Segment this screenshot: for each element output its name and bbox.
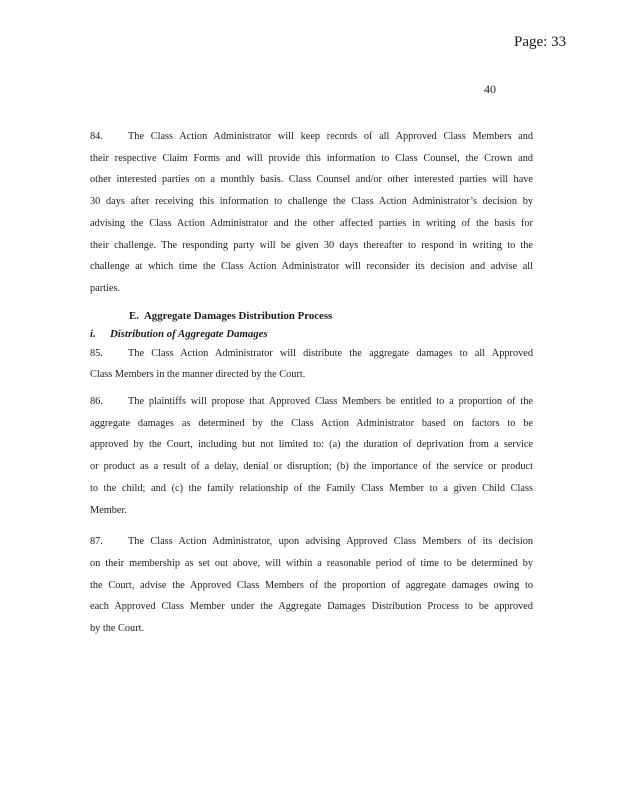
heading-title: Aggregate Damages Distribution Process bbox=[144, 309, 333, 322]
para-number: 84. bbox=[90, 131, 103, 142]
heading-title: Distribution of Aggregate Damages bbox=[110, 327, 268, 340]
para-line: the Court, advise the Approved Class Members of the proportion of aggregate damages owing to bbox=[90, 579, 533, 591]
heading-label: i. bbox=[90, 327, 96, 340]
para-line: challenge at which time the Class Action Administrator will reconsider its decision and advise all bbox=[90, 261, 533, 273]
para-line: parties. bbox=[90, 282, 121, 294]
para-line: by the Court. bbox=[90, 623, 145, 635]
para-line: their respective Claim Forms and will provide this information to Class Counsel, the Crown and bbox=[90, 152, 533, 164]
para-line: 30 days after receiving this information to challenge the Class Action Administrator’s decision by bbox=[90, 196, 533, 208]
para-line: approved by the Court, including but not limited to: (a) the duration of deprivation from a service bbox=[90, 439, 533, 451]
para-line: other interested parties on a monthly basis. Class Counsel and/or other interested parties will have bbox=[90, 174, 533, 186]
para-line: 87. The Class Action Administrator, upon advising Approved Class Members of its decision bbox=[90, 531, 533, 553]
para-number: 87. bbox=[90, 536, 103, 548]
document-content bbox=[90, 0, 533, 640]
para-line: 84. The Class Action Administrator will keep records of all Approved Class Members and bbox=[90, 126, 533, 148]
paragraph-84 bbox=[90, 126, 533, 300]
para-line: each Approved Class Member under the Aggregate Damages Distribution Process to be approved bbox=[90, 601, 533, 613]
section-heading-e bbox=[129, 308, 533, 325]
para-line: Member. bbox=[90, 504, 127, 516]
paragraph-87 bbox=[90, 531, 533, 640]
para-line: to the child; and (c) the family relationship of the Family Class Member to a given Child Class bbox=[90, 482, 533, 494]
overlay-page-label: Page: 33 bbox=[514, 34, 567, 50]
para-line: their challenge. The responding party will be given 30 days thereafter to respond in writing to the bbox=[90, 239, 533, 251]
para-number: 86. bbox=[90, 396, 103, 408]
para-line: Class Members in the manner directed by the Court. bbox=[90, 369, 306, 381]
para-line: 85. The Class Action Administrator will distribute the aggregate damages to all Approved bbox=[90, 343, 533, 365]
section-heading-i bbox=[90, 326, 533, 343]
para-line: on their membership as set out above, will within a reasonable period of time to be determined by bbox=[90, 557, 533, 569]
paragraph-86 bbox=[90, 391, 533, 521]
document-page-number: 40 bbox=[484, 82, 496, 96]
para-number: 85. bbox=[90, 347, 103, 359]
heading-label: E. bbox=[129, 309, 139, 322]
para-line: 86. The plaintiffs will propose that Approved Class Members be entitled to a proportion of the bbox=[90, 391, 533, 413]
para-line: aggregate damages as determined by the Class Action Administrator based on factors to be bbox=[90, 417, 533, 429]
paragraph-85 bbox=[90, 343, 533, 386]
para-line: or product as a result of a delay, denial or disruption; (b) the importance of the service or product bbox=[90, 461, 533, 473]
para-line: advising the Class Action Administrator and the other affected parties in writing of the basis for bbox=[90, 217, 533, 229]
